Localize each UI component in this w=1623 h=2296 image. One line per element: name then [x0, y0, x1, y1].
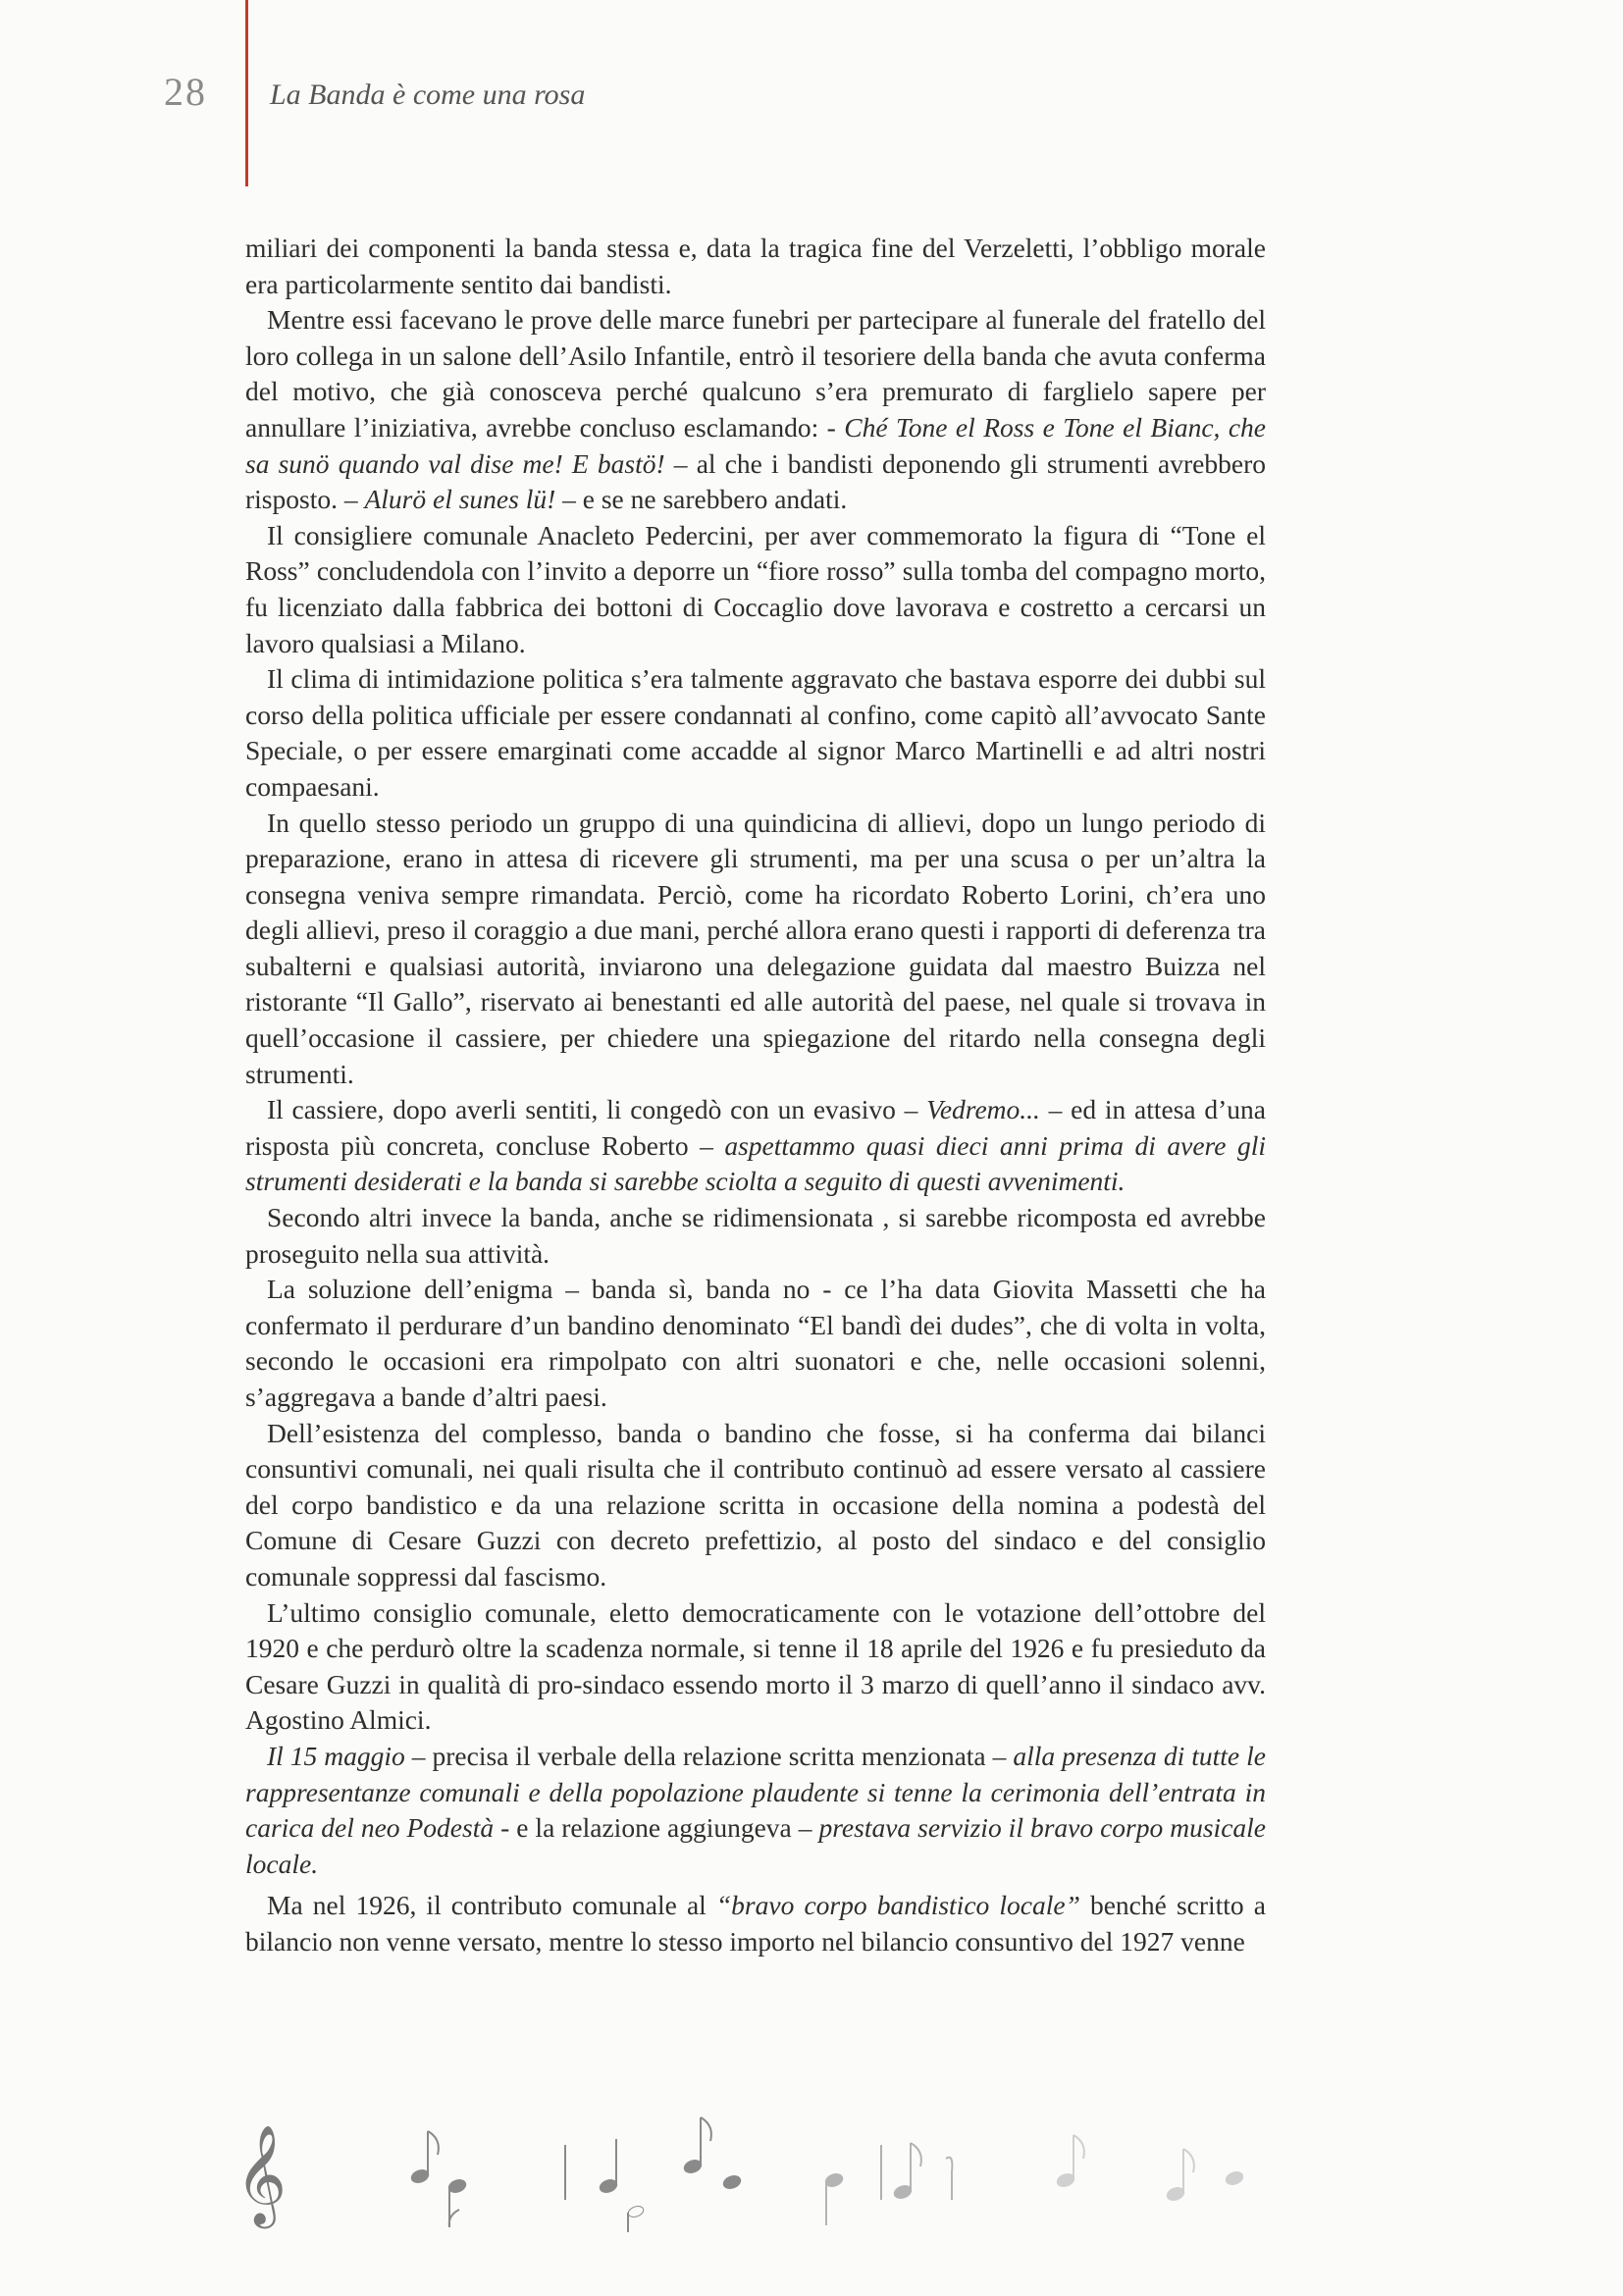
- paragraph: Il 15 maggio – precisa il verbale della relazione scritta menzionata – alla presenza di tutte le rappresentanze comunali e della popolazione plaudente si tenne la cerimonia dell’entrata in carica del neo Podestà - e la relazione aggiungeva – prestava servizio il bravo corpo musicale locale.: [245, 1740, 1266, 1879]
- paragraph: Secondo altri invece la banda, anche se ridimensionata , si sarebbe ricomposta ed avrebbe proseguito nella sua attività.: [245, 1202, 1266, 1269]
- paragraph: Ma nel 1926, il contributo comunale al “bravo corpo bandistico locale” benché scritto a bilancio non venne versato, mentre lo stesso importo nel bilancio consuntivo del 1927 venne: [245, 1890, 1266, 1957]
- paragraph: Mentre essi facevano le prove delle marce funebri per partecipare al funerale del fratello del loro collega in un salone dell’Asilo Infantile, entrò il tesoriere della banda che avuta conferma del motivo, che già conosceva perché qualcuno s’era premurato di farglielo sapere per annullare l’iniziativa, avrebbe concluso esclamando: - Ché Tone el Ross e Tone el Bianc, che sa sunö quando val dise me! E bastö! – al che i bandisti deponendo gli strumenti avrebbero risposto. – Alurö el sunes lü! – e se ne sarebbero andati.: [245, 304, 1267, 515]
- header-divider: [245, 0, 248, 186]
- dialect-quote: Ché Tone el Ross e Tone el Bianc, che sa sunö quando val dise me! E bastö!: [245, 411, 1267, 479]
- quote: aspettammo quasi dieci anni prima di avere gli strumenti desiderati e la banda si sarebbe sciolta a seguito di questi avvenimenti.: [245, 1129, 1266, 1197]
- quote: prestava servizio il bravo corpo musicale locale.: [245, 1812, 1266, 1879]
- quote: “bravo corpo bandistico locale”: [715, 1890, 1080, 1921]
- svg-text:𝄞: 𝄞: [236, 2123, 288, 2224]
- paragraph: miliari dei componenti la banda stessa e, data la tragica fine del Verzeletti, l’obbligo morale era particolarmente sentito dai bandisti.: [245, 233, 1266, 299]
- paragraph: Il clima di intimidazione politica s’era talmente aggravato che bastava esporre dei dubbi sul corso della politica ufficiale per essere condannati al confino, come capitò all’avvocato Sante Speciale, o per essere emarginati come accadde al signor Marco Martinelli e ad altri nostri compaesani.: [245, 663, 1266, 802]
- paragraph: Dell’esistenza del complesso, banda o bandino che fosse, si ha conferma dai bilanci consuntivi comunali, nei quali risulta che il contributo continuò ad essere versato al cassiere del corpo bandistico e da una relazione scritta in occasione della nomina a podestà del Comune di Cesare Guzzi con decreto prefettizio, al posto del sindaco e del consiglio comunale soppressi dal fascismo.: [245, 1417, 1266, 1592]
- dialect-quote: Alurö el sunes lü!: [364, 484, 556, 515]
- running-title: La Banda è come una rosa: [270, 78, 586, 111]
- paragraph: La soluzione dell’enigma – banda sì, banda no - ce l’ha data Giovita Massetti che ha confermato il perdurare d’un bandino denominato “El bandì dei dudes”, che di volta in volta, secondo le occasioni era rimpolpato con altri suonatori e che, nelle occasioni solenni, s’aggregava a bande d’altri paesi.: [245, 1274, 1266, 1412]
- quote: Vedremo...: [926, 1094, 1040, 1125]
- paragraph: Il cassiere, dopo averli sentiti, li congedò con un evasivo – Vedremo... – ed in attesa d’una risposta più concreta, concluse Roberto – aspettammo quasi dieci anni prima di avere gli strumenti desiderati e la banda si sarebbe sciolta a seguito di questi avvenimenti.: [245, 1094, 1267, 1197]
- music-staff-icon: [214, 2110, 1382, 2237]
- page-number: 28: [164, 70, 207, 114]
- quote: Il 15 maggio: [267, 1740, 405, 1771]
- paragraph: In quello stesso periodo un gruppo di una quindicina di allievi, dopo un lungo periodo di preparazione, erano in attesa di ricevere gli strumenti, ma per una scusa o per un’altra la consegna veniva sempre rimandata. Perciò, come ha ricordato Roberto Lorini, ch’era uno degli allievi, preso il coraggio a due mani, perché allora erano questi i rapporti di deferenza tra subalterni e qualsiasi autorità, inviarono una delegazione guidata dal maestro Buizza nel ristorante “Il Gallo”, riservato ai benestanti ed alle autorità del paese, nel quale si trovava in quell’occasione il cassiere, per chiedere una spiegazione del ritardo nella consegna degli strumenti.: [245, 807, 1266, 1089]
- paragraph: Il consigliere comunale Anacleto Pedercini, per aver commemorato la figura di “Tone el Ross” concludendola con l’invito a deporre un “fiore rosso” sulla tomba del compagno morto, fu licenziato dalla fabbrica dei bottoni di Coccaglio dove lavorava e costretto a cercarsi un lavoro qualsiasi a Milano.: [245, 519, 1266, 658]
- paragraph: L’ultimo consiglio comunale, eletto democraticamente con le votazione dell’ottobre del 1920 e che perdurò oltre la scadenza normale, si tenne il 18 aprile del 1926 e fu presieduto da Cesare Guzzi in qualità di pro-sindaco essendo morto il 3 marzo di quell’anno il sindaco avv. Agostino Almici.: [245, 1596, 1266, 1736]
- body-text: [245, 231, 1266, 1960]
- quote: alla presenza di tutte le rappresentanze comunali e della popolazione plaudente si tenne la cerimonia dell’entrata in carica del neo Podestà: [245, 1740, 1266, 1844]
- running-header: [0, 0, 1623, 196]
